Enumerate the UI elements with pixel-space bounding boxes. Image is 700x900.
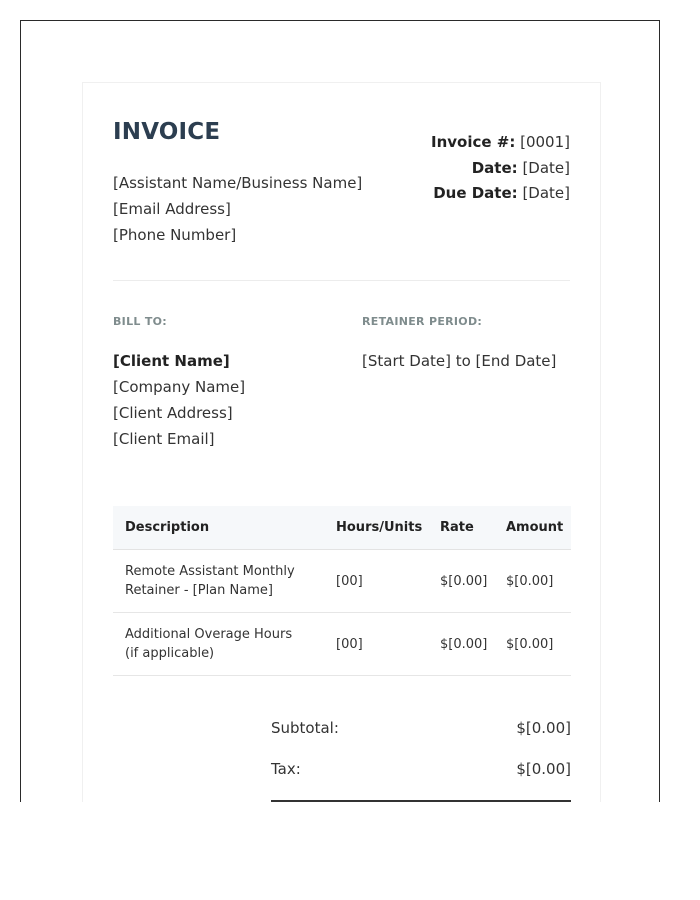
subtotal-label: Subtotal: <box>271 719 339 737</box>
sender-phone: [Phone Number] <box>113 226 237 244</box>
bill-to-block <box>113 348 245 452</box>
row-description: Remote Assistant Monthly Retainer - [Plan Name] <box>113 550 324 613</box>
row-description: Additional Overage Hours (if applicable) <box>113 613 324 676</box>
tax-value: $[0.00] <box>516 760 571 778</box>
due-date-value: [Date] <box>522 184 570 202</box>
page-frame <box>20 20 660 802</box>
row-rate: $[0.00] <box>428 613 494 676</box>
retainer-period-value: [Start Date] to [End Date] <box>362 352 557 370</box>
client-name: [Client Name] <box>113 352 230 370</box>
row-rate: $[0.00] <box>428 550 494 613</box>
invoice-title: INVOICE <box>113 119 221 145</box>
header-divider <box>113 280 570 281</box>
due-date-label: Due Date: <box>433 184 518 202</box>
subtotal-value: $[0.00] <box>516 719 571 737</box>
col-header-hours: Hours/Units <box>324 506 428 550</box>
total-divider <box>271 800 571 802</box>
row-hours: [00] <box>324 613 428 676</box>
table-row <box>113 613 571 676</box>
row-hours: [00] <box>324 550 428 613</box>
invoice-date-row <box>431 156 570 182</box>
table-row <box>113 550 571 613</box>
invoice-date-label: Date: <box>471 158 518 177</box>
row-amount: $[0.00] <box>494 613 571 676</box>
client-company: [Company Name] <box>113 378 246 396</box>
subtotal-row <box>271 719 571 739</box>
sender-info <box>113 170 362 248</box>
col-header-rate: Rate <box>428 506 494 550</box>
due-date-row <box>431 181 570 207</box>
col-header-amount: Amount <box>494 506 571 550</box>
tax-row <box>271 760 571 780</box>
sender-name: [Assistant Name/Business Name] <box>113 174 363 192</box>
client-address: [Client Address] <box>113 404 233 422</box>
tax-label: Tax: <box>271 760 301 778</box>
table-header-row <box>113 506 571 550</box>
sender-email: [Email Address] <box>113 200 231 218</box>
invoice-document <box>82 82 601 802</box>
invoice-number-value: [0001] <box>520 133 570 151</box>
row-amount: $[0.00] <box>494 550 571 613</box>
invoice-number-row <box>431 130 570 156</box>
bill-to-label: BILL TO: <box>113 315 167 328</box>
col-header-description: Description <box>113 506 324 550</box>
retainer-period-label: RETAINER PERIOD: <box>362 315 483 328</box>
line-items-table <box>113 506 571 676</box>
invoice-date-value: [Date] <box>522 158 570 177</box>
client-email: [Client Email] <box>113 430 215 448</box>
invoice-number-label: Invoice #: <box>430 133 516 151</box>
invoice-meta <box>431 130 570 207</box>
